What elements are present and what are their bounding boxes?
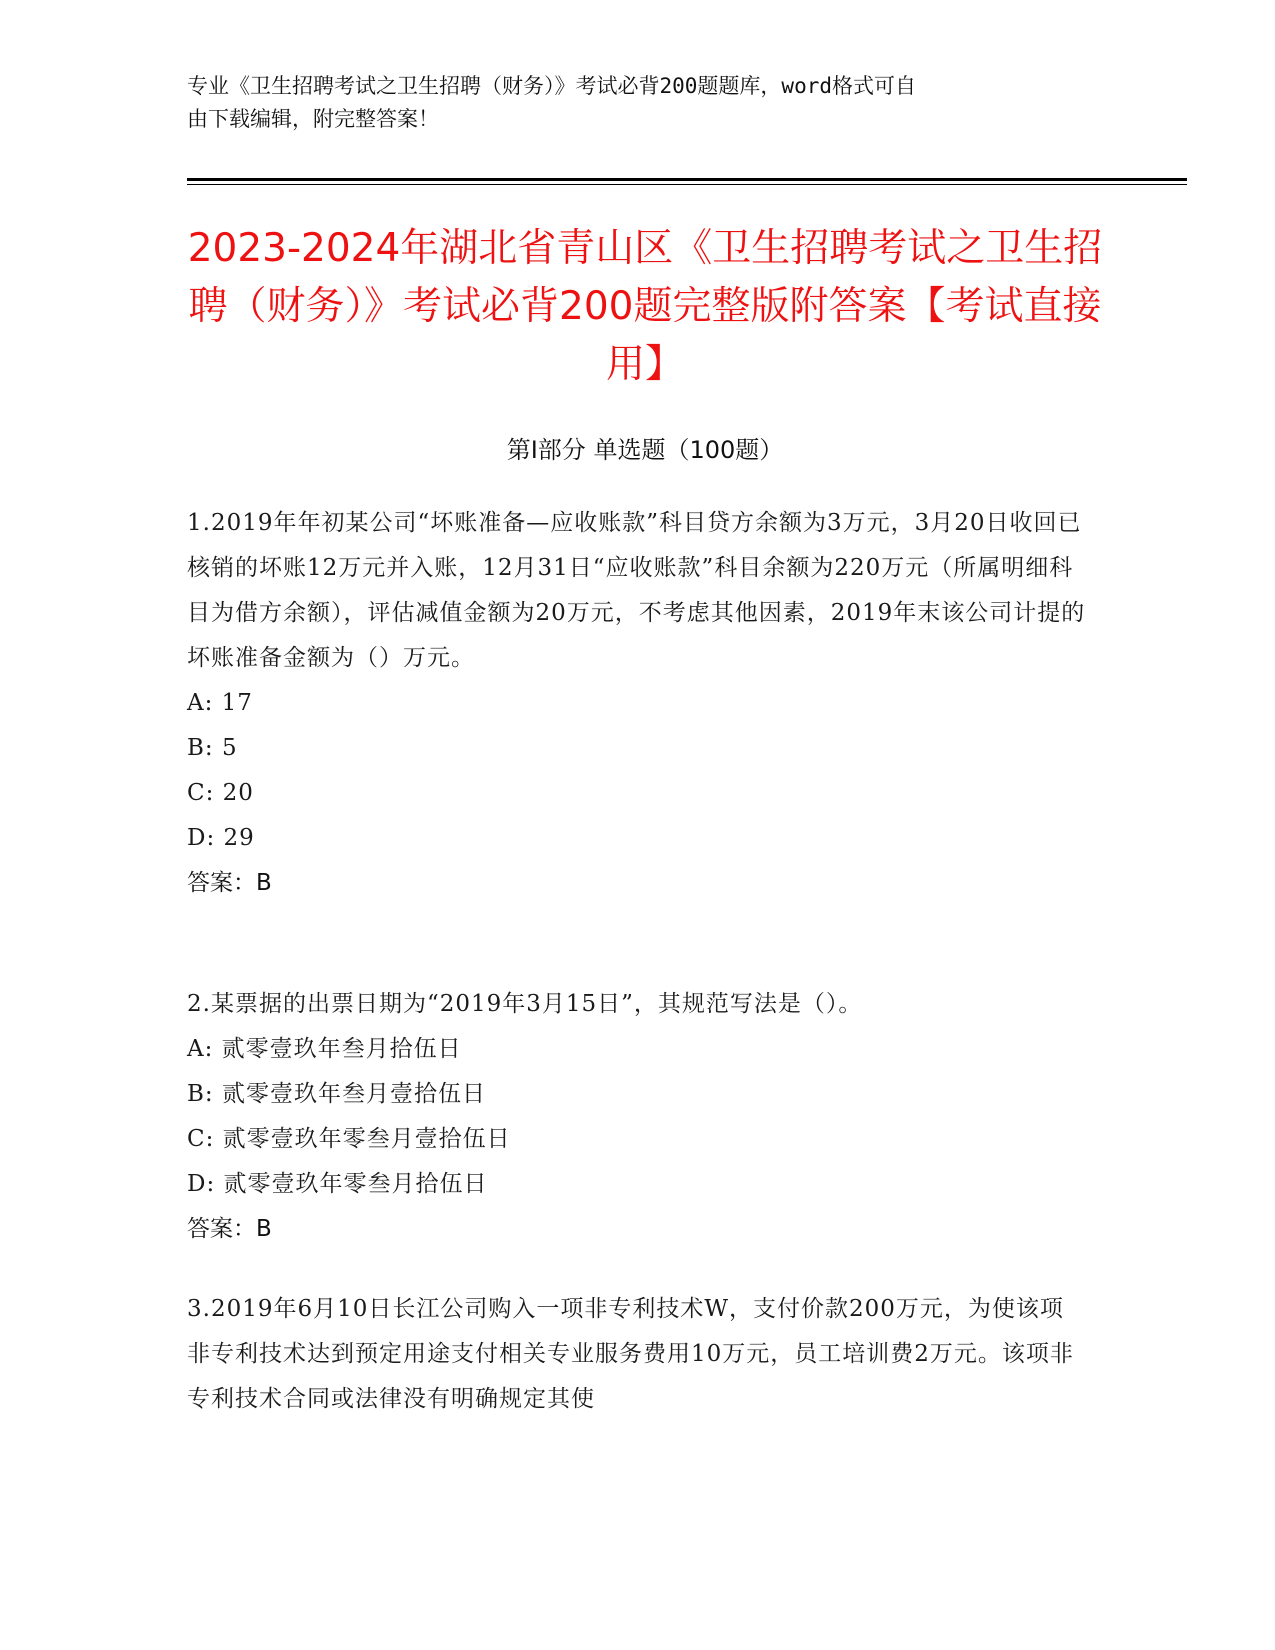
answer: 答案：B [187, 1216, 272, 1242]
question-stem: 1.2019年年初某公司“坏账准备—应收账款”科目贷方余额为3万元，3月20日收回已核销的坏账12万元并入账，12月31日“应收账款”科目余额为220万元（所属明细科目为借方余额），评估减值金额为20万元，不考虑其他因素，2019年末该公司计提的坏账准备金额为（）万元。 [187, 510, 1086, 671]
question-stem: 3.2019年6月10日长江公司购入一项非专利技术W，支付价款200万元，为使该项非专利技术达到预定用途支付相关专业服务费用10万元，员工培训费2万元。该项非专利技术合同或法律没有明确规定其使 [187, 1296, 1074, 1412]
header-note-line-2: 由下载编辑，附完整答案！ [187, 107, 439, 131]
option-d: D: 贰零壹玖年零叁月拾伍日 [187, 1171, 488, 1197]
option-c: C: 20 [187, 780, 254, 806]
question-stem: 2.某票据的出票日期为“2019年3月15日”，其规范写法是（）。 [187, 991, 863, 1017]
option-a: A: 贰零壹玖年叁月拾伍日 [187, 1036, 462, 1062]
question-2 [187, 982, 1087, 1252]
header-divider-thin [187, 184, 1187, 185]
header-note-line-1: 专业《卫生招聘考试之卫生招聘（财务）》考试必背200题题库，word格式可自 [187, 74, 916, 98]
question-3 [187, 1287, 1087, 1422]
option-b: B: 贰零壹玖年叁月壹拾伍日 [187, 1081, 486, 1107]
header-note [187, 70, 1077, 136]
document-title: 2023-2024年湖北省青山区《卫生招聘考试之卫生招聘（财务）》考试必背200题完整版附答案【考试直接用】 [187, 226, 1103, 387]
option-b: B: 5 [187, 735, 238, 761]
question-1 [187, 501, 1087, 906]
option-d: D: 29 [187, 825, 255, 851]
option-a: A: 17 [187, 690, 253, 716]
section-heading: 第Ⅰ部分 单选题（100题） [506, 436, 784, 464]
option-c: C: 贰零壹玖年零叁月壹拾伍日 [187, 1126, 511, 1152]
header-divider-thick [187, 178, 1187, 181]
answer: 答案：B [187, 870, 272, 896]
